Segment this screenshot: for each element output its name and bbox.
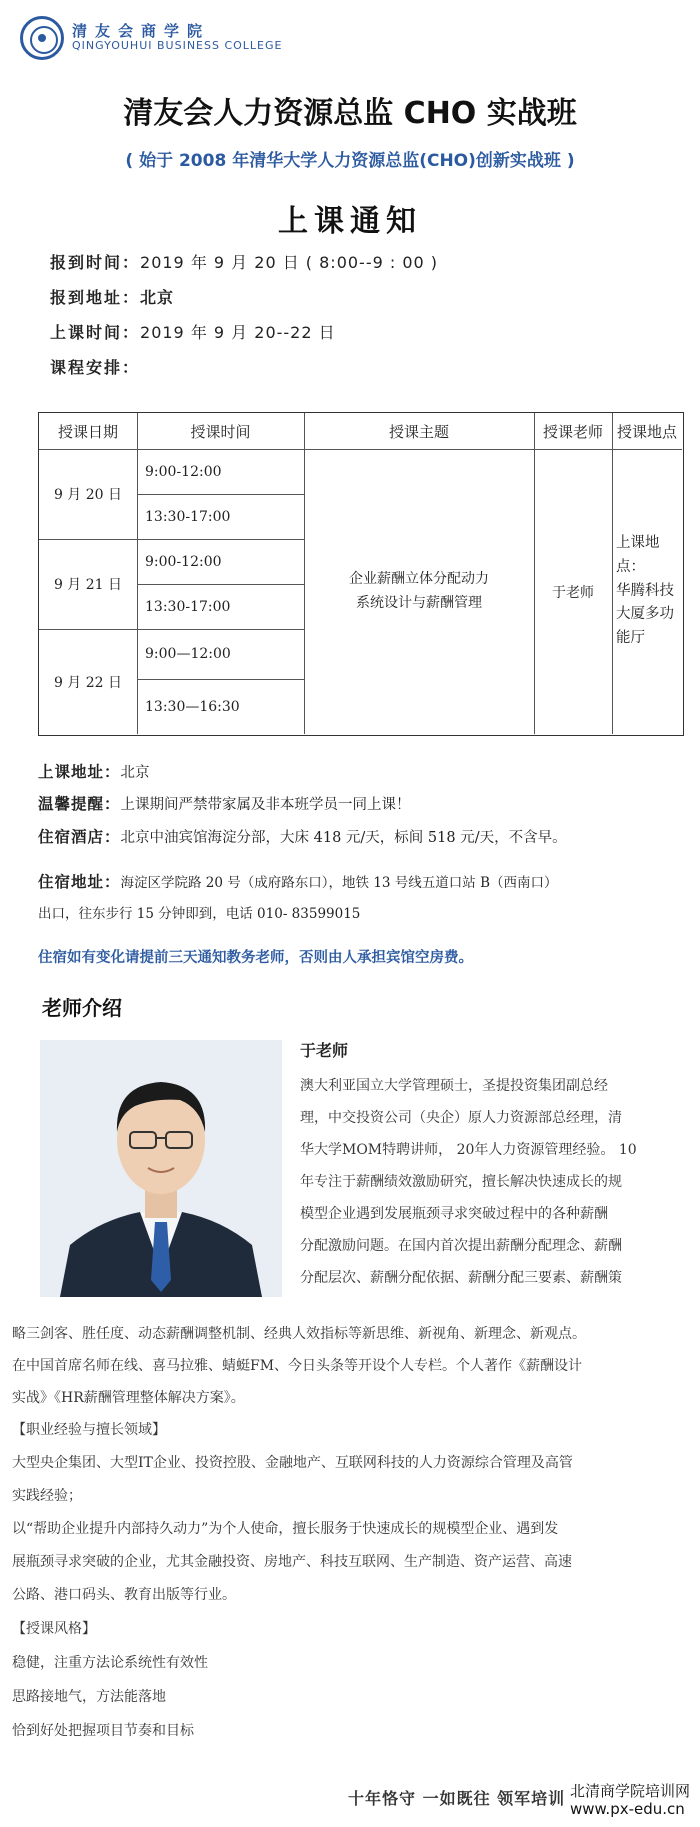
- detail-label: 住宿酒店：: [38, 828, 121, 846]
- info-label: 课程安排：: [50, 358, 141, 377]
- page-title: 清友会人力资源总监 CHO 实战班: [123, 96, 577, 131]
- location-cell: [612, 449, 682, 734]
- teacher-bio-right: [300, 1070, 637, 1294]
- watermark-site-name: 北清商学院培训网: [570, 1782, 691, 1800]
- header-time: 授课时间: [190, 422, 251, 441]
- time-cell: 9:00-12:00: [145, 553, 222, 570]
- detail-label: 温馨提醒：: [38, 795, 121, 813]
- logo-name-cn: 清友会商学院: [72, 22, 211, 41]
- teacher-section-title: 老师介绍: [42, 996, 122, 1020]
- bio-line: 略三剑客、胜任度、动态薪酬调整机制、经典人效指标等新思维、新视角、新理念、新观点。: [12, 1326, 586, 1342]
- bio-line: 澳大利亚国立大学管理硕士，圣提投资集团副总经: [300, 1078, 608, 1094]
- page-subtitle: ( 始于 2008 年清华大学人力资源总监(CHO)创新实战班 ): [125, 151, 575, 171]
- style-title: 【授课风格】: [12, 1621, 96, 1637]
- bio-line: 思路接地气，方法能落地: [12, 1689, 166, 1705]
- accommodation-warning: 住宿如有变化请提前三天通知教务老师，否则由人承担宾馆空房费。: [38, 950, 473, 966]
- info-schedule: [50, 355, 140, 378]
- header-topic: 授课主题: [388, 422, 449, 441]
- time-cell: 13:30—16:30: [145, 698, 240, 715]
- bio-line: 公路、港口码头、教育出版等行业。: [12, 1587, 236, 1603]
- info-label: 报到地址：: [50, 288, 141, 307]
- bio-line: 分配激励问题。在国内首次提出薪酬分配理念、薪酬: [300, 1238, 622, 1254]
- schedule-table: [38, 412, 684, 736]
- topic-line: 系统设计与薪酬管理: [356, 594, 482, 611]
- logo-name-en: QINGYOUHUI BUSINESS COLLEGE: [72, 39, 283, 53]
- bio-line: 分配层次、薪酬分配依据、薪酬分配三要素、薪酬策: [300, 1270, 622, 1286]
- detail-hotel-address-cont: 出口，往东步行 15 分钟即到，电话 010- 83599015: [38, 906, 361, 922]
- detail-class-address: [38, 760, 150, 782]
- header-location: 授课地点: [616, 422, 677, 441]
- detail-reminder: [38, 792, 411, 814]
- bio-line: 华大学MOM特聘讲师， 20年人力资源管理经验。 10: [300, 1142, 637, 1158]
- date-cell-1: 9 月 20 日: [53, 487, 123, 503]
- info-class-time: [50, 320, 336, 343]
- time-cell: 13:30-17:00: [145, 598, 231, 615]
- teacher-experience: [12, 1414, 573, 1612]
- info-label: 上课时间：: [50, 323, 141, 342]
- topic-line: 企业薪酬立体分配动力: [349, 570, 489, 587]
- detail-hotel-address: [38, 870, 558, 892]
- portrait-image: [40, 1040, 282, 1297]
- header-date: 授课日期: [57, 422, 118, 441]
- location-line: 大厦多功: [616, 606, 674, 623]
- bio-line: 展瓶颈寻求突破的企业，尤其金融投资、房地产、科技互联网、生产制造、资产运营、高速: [12, 1554, 572, 1570]
- time-cell: 9:00—12:00: [145, 646, 231, 662]
- bio-line: 实战》《HR薪酬管理整体解决方案》。: [12, 1390, 245, 1406]
- date-cell-3: 9 月 22 日: [53, 674, 123, 691]
- detail-label: 住宿地址：: [38, 873, 121, 891]
- teacher-cell: 于老师: [552, 584, 594, 601]
- info-value: 2019 年 9 月 20--22 日: [140, 323, 336, 342]
- bio-line: 以“帮助企业提升内部持久动力”为个人使命，擅长服务于快速成长的规模型企业、遇到发: [12, 1521, 559, 1537]
- detail-value: 北京: [120, 765, 150, 781]
- location-line: 上课地点：: [616, 534, 660, 575]
- date-cell-2: 9 月 21 日: [53, 577, 123, 593]
- watermark-url: www.px-edu.cn: [570, 1800, 685, 1818]
- college-logo: [20, 14, 282, 62]
- detail-hotel: [38, 825, 567, 847]
- detail-value: 上课期间严禁带家属及非本班学员一同上课！: [120, 797, 411, 813]
- footer-watermark: [570, 1782, 690, 1818]
- info-label: 报到时间：: [50, 253, 141, 272]
- info-value: 北京: [140, 288, 175, 307]
- info-value: 2019 年 9 月 20 日 ( 8:00--9 : 00 ): [140, 253, 439, 272]
- detail-value: 北京中油宾馆海淀分部，大床 418 元/天，标间 518 元/天，不含早。: [120, 830, 567, 846]
- experience-title: 【职业经验与擅长领域】: [12, 1422, 166, 1438]
- bio-line: 理，中交投资公司（央企）原人力资源部总经理，清: [300, 1110, 622, 1126]
- teacher-name: 于老师: [300, 1041, 349, 1060]
- bio-line: 大型央企集团、大型IT企业、投资控股、金融地产、互联网科技的人力资源综合管理及高管: [12, 1455, 573, 1471]
- topic-cell: [304, 449, 534, 734]
- bio-line: 在中国首席名师在线、喜马拉雅、蜻蜓FM、今日头条等开设个人专栏。个人著作《薪酬设计: [12, 1358, 583, 1374]
- notice-heading: 上课通知: [278, 204, 422, 239]
- logo-text: [72, 23, 282, 53]
- bio-line: 实践经验；: [12, 1488, 82, 1504]
- info-checkin-time: [50, 250, 438, 273]
- teacher-bio-full: [12, 1318, 586, 1414]
- detail-value: 海淀区学院路 20 号（成府路东口），地铁 13 号线五道口站 B（西南口）: [120, 875, 558, 891]
- bio-line: 年专注于薪酬绩效激励研究，擅长解决快速成长的规: [300, 1174, 622, 1190]
- college-emblem-icon: [20, 16, 64, 60]
- footer-slogan: 十年恪守 一如既往 领军培训: [348, 1789, 566, 1808]
- teacher-photo: [40, 1040, 282, 1297]
- header-teacher: 授课老师: [542, 422, 603, 441]
- location-line: 华腾科技: [616, 582, 674, 599]
- location-line: 能厅: [616, 630, 645, 647]
- bio-line: 恰到好处把握项目节奏和目标: [12, 1723, 194, 1739]
- detail-label: 上课地址：: [38, 763, 121, 781]
- teaching-style: [12, 1612, 208, 1748]
- time-cell: 9:00-12:00: [145, 463, 222, 480]
- info-checkin-address: [50, 285, 174, 308]
- bio-line: 稳健，注重方法论系统性有效性: [12, 1655, 208, 1671]
- bio-line: 模型企业遇到发展瓶颈寻求突破过程中的各种薪酬: [300, 1206, 608, 1222]
- time-cell: 13:30-17:00: [145, 508, 231, 525]
